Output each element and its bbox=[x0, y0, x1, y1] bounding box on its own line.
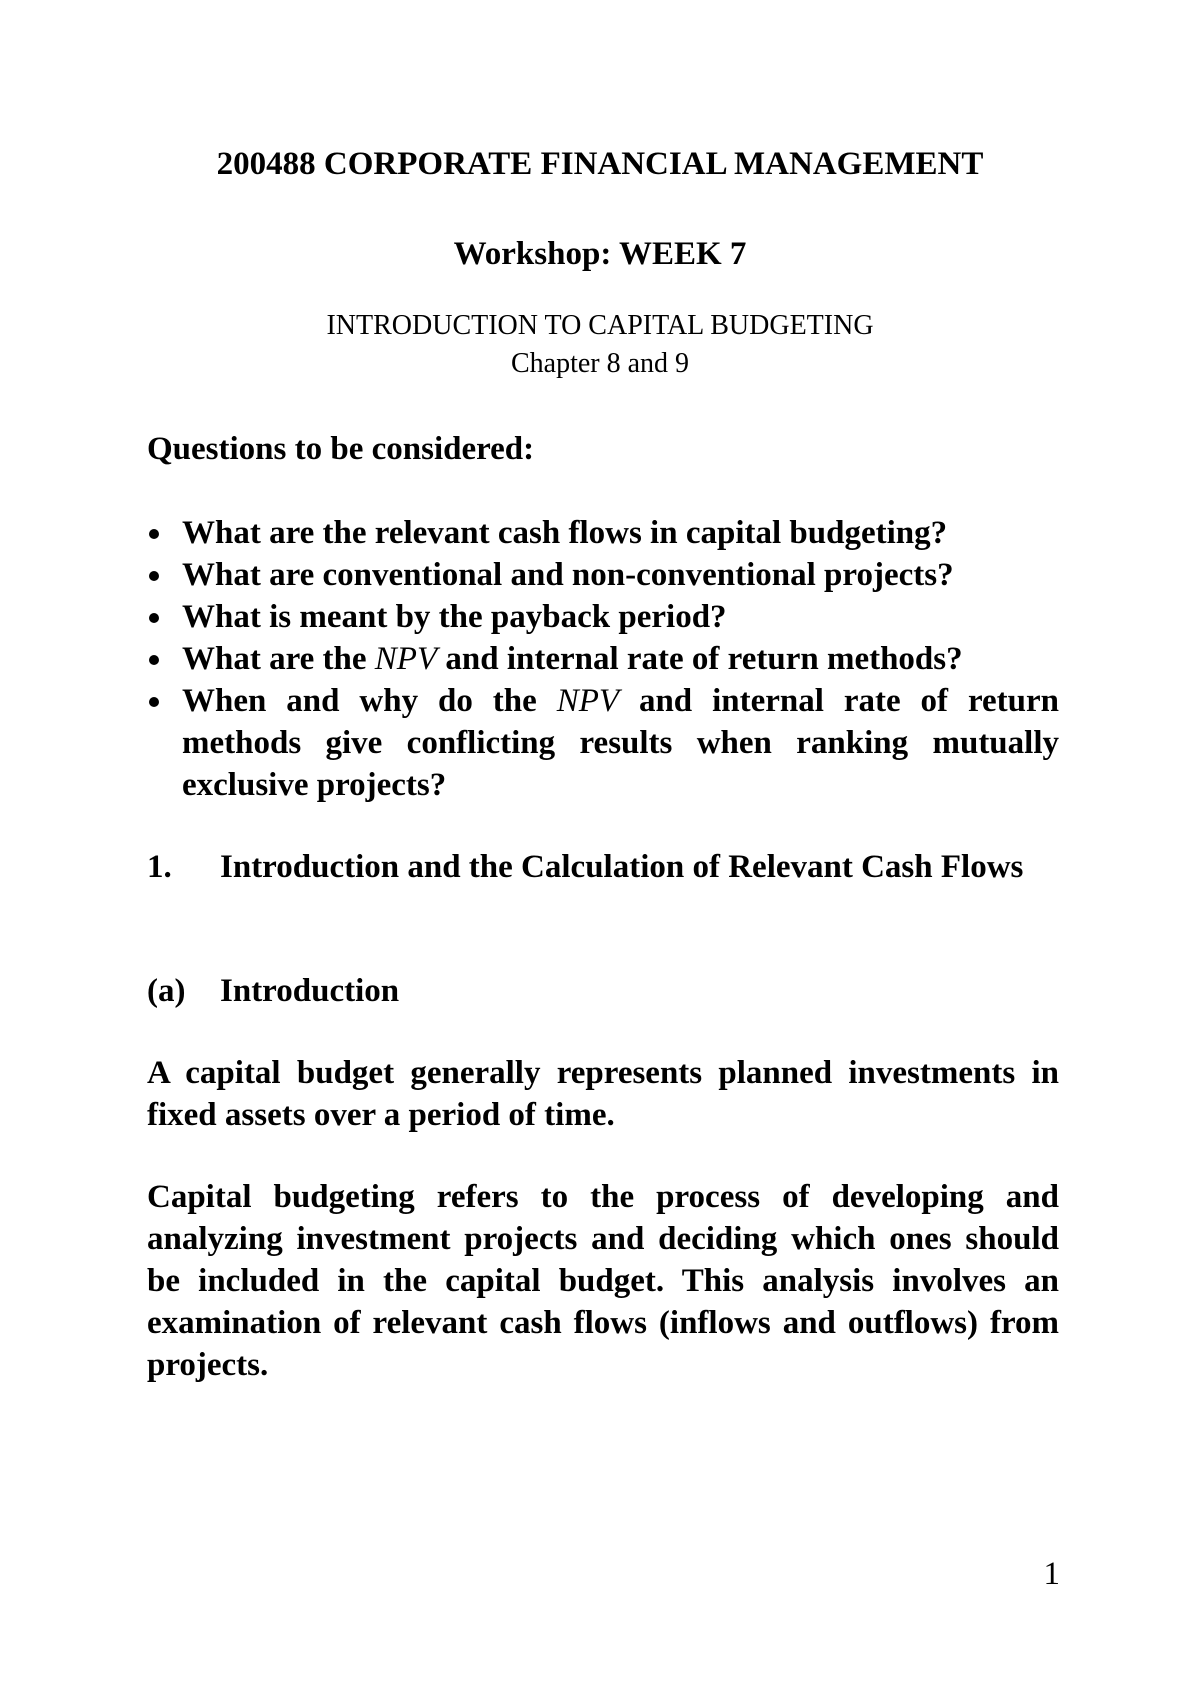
section-a-number: (a) bbox=[147, 973, 186, 1009]
section-a-title: Introduction bbox=[220, 973, 400, 1009]
bullet-icon bbox=[149, 655, 159, 665]
question-text-start: When and why do the bbox=[182, 683, 557, 719]
question-item bbox=[147, 638, 1059, 680]
section-1-heading bbox=[147, 846, 1059, 888]
paragraph-capital-budget: A capital budget generally represents planned investments in fixed assets over a period of time. bbox=[147, 1055, 1059, 1133]
question-item bbox=[147, 554, 1059, 596]
bullet-icon bbox=[149, 697, 159, 707]
question-text: What are conventional and non-conventional projects? bbox=[182, 557, 954, 593]
question-text-end: and internal rate of return methods give conflicting results when ranking mutually exclusive projects? bbox=[182, 683, 1059, 803]
paragraph-capital-budgeting: Capital budgeting refers to the process of developing and analyzing investment projects and deciding which ones should be included in the capital budget. This analysis involves an examination of relevant cash flows (inflows and outflows) from projects. bbox=[147, 1179, 1059, 1383]
questions-list bbox=[147, 512, 1059, 806]
page-number: 1 bbox=[1043, 1556, 1060, 1592]
question-text: What are the relevant cash flows in capital budgeting? bbox=[182, 515, 948, 551]
section-1-title: Introduction and the Calculation of Relevant Cash Flows bbox=[220, 849, 1024, 885]
npv-term: NPV bbox=[374, 641, 438, 677]
bullet-icon bbox=[149, 529, 159, 539]
question-item bbox=[147, 596, 1059, 638]
section-1-number: 1. bbox=[147, 849, 172, 885]
question-text-start: What are the bbox=[182, 641, 375, 677]
question-item bbox=[147, 512, 1059, 554]
chapter-reference: Chapter 8 and 9 bbox=[510, 348, 690, 379]
section-a-heading bbox=[147, 970, 1059, 1012]
question-item bbox=[147, 680, 1059, 806]
bullet-icon bbox=[149, 613, 159, 623]
question-text-end: and internal rate of return methods? bbox=[437, 641, 963, 677]
npv-term: NPV bbox=[556, 683, 620, 719]
question-text: What is meant by the payback period? bbox=[182, 599, 727, 635]
topic-title: INTRODUCTION TO CAPITAL BUDGETING bbox=[326, 310, 874, 341]
course-title: 200488 CORPORATE FINANCIAL MANAGEMENT bbox=[216, 146, 984, 182]
bullet-icon bbox=[149, 571, 159, 581]
questions-heading: Questions to be considered: bbox=[147, 431, 535, 467]
workshop-title: Workshop: WEEK 7 bbox=[453, 236, 747, 272]
